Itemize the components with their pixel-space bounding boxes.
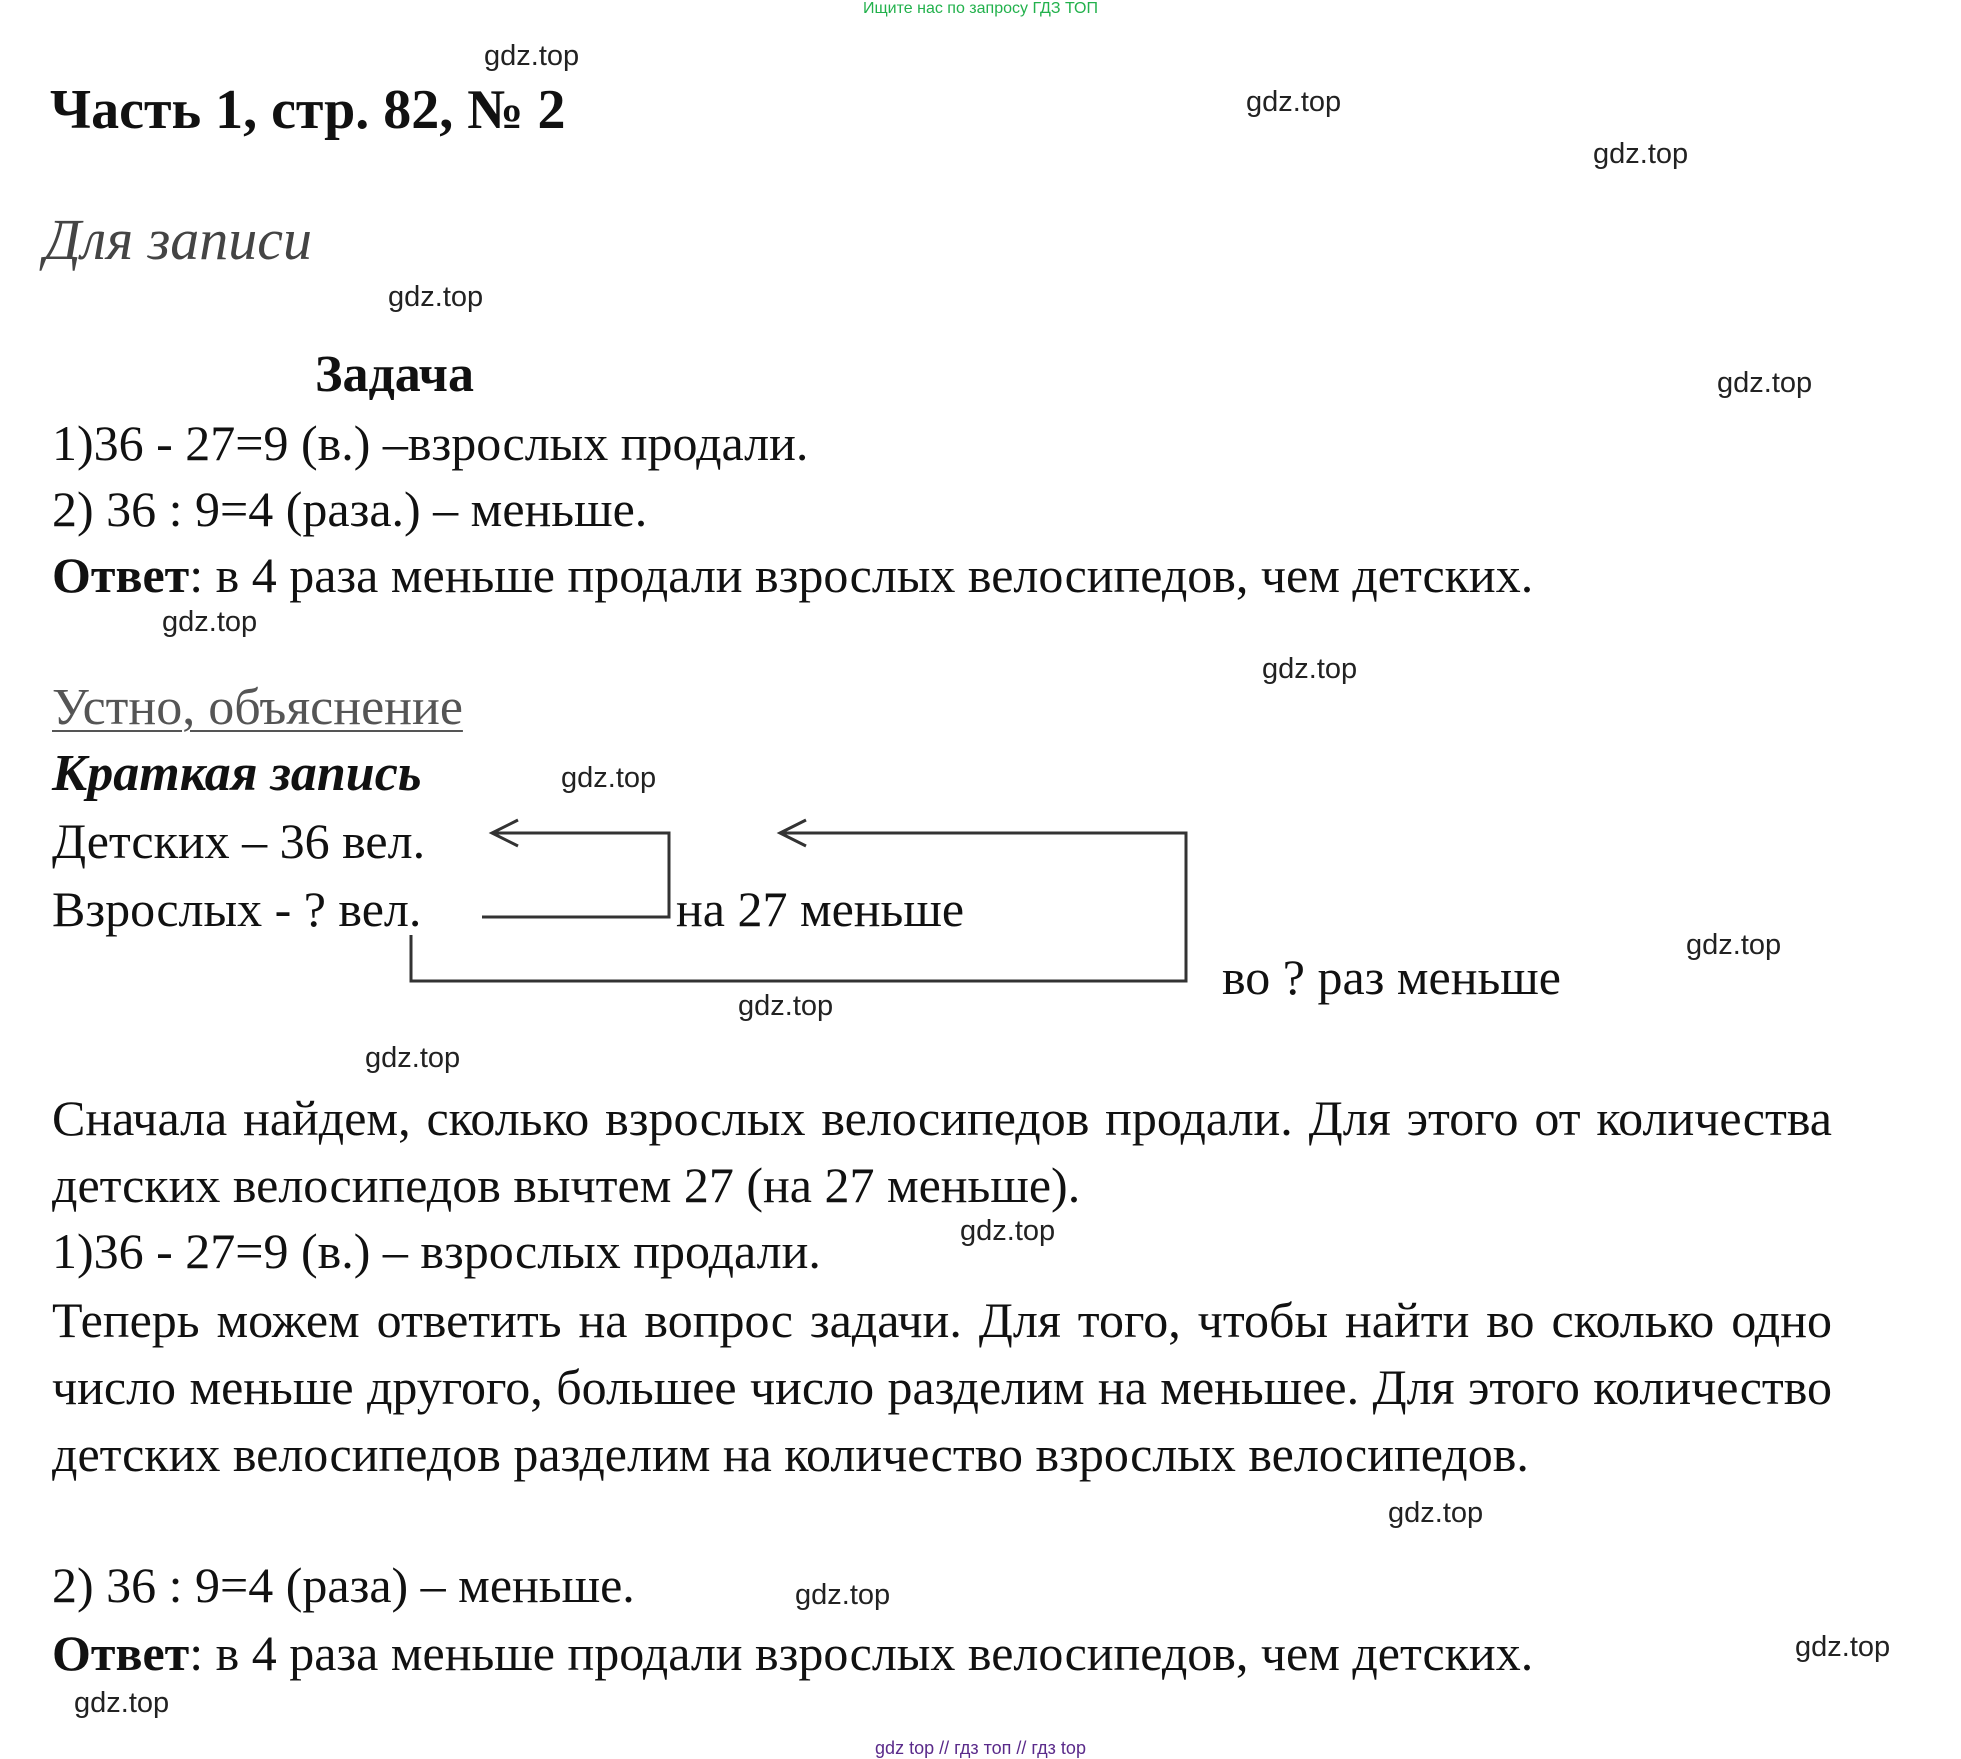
- watermark: gdz.top: [561, 762, 657, 794]
- watermark: gdz.top: [162, 606, 258, 638]
- for-record-heading: Для записи: [44, 207, 313, 272]
- watermark: gdz.top: [74, 1687, 170, 1719]
- task-heading: Задача: [315, 346, 474, 403]
- explanation-answer-label: Ответ: [52, 1625, 190, 1681]
- explanation-answer-text: : в 4 раза меньше продали взрослых велосипедов, чем детских.: [189, 1625, 1534, 1681]
- watermark: gdz.top: [1388, 1497, 1484, 1529]
- label-less-by-27: на 27 меньше: [676, 881, 965, 937]
- watermark: gdz.top: [1262, 653, 1358, 685]
- bracket-times-less: [411, 833, 1186, 981]
- watermark: gdz.top: [1593, 138, 1689, 170]
- watermark: gdz.top: [1717, 367, 1813, 399]
- watermark: gdz.top: [1795, 1631, 1891, 1663]
- watermark: gdz.top: [365, 1042, 461, 1074]
- answer-label: Ответ: [52, 547, 190, 603]
- watermark: gdz.top: [738, 990, 834, 1022]
- watermark: gdz.top: [795, 1579, 891, 1611]
- watermark: gdz.top: [1246, 86, 1342, 118]
- footer-links: gdz top // гдз топ // гдз top: [875, 1738, 1086, 1758]
- short-record-children: Детских – 36 вел.: [52, 813, 426, 869]
- search-hint-banner: Ищите нас по запросу ГДЗ ТОП: [863, 0, 1098, 17]
- watermark: gdz.top: [960, 1215, 1056, 1247]
- watermark: gdz.top: [1686, 929, 1782, 961]
- page-title: Часть 1, стр. 82, № 2: [50, 79, 566, 141]
- explanation-step-2: 2) 36 : 9=4 (раза) – меньше.: [52, 1557, 635, 1613]
- explanation-answer-line: [52, 1624, 1533, 1682]
- explanation-paragraph-1: Сначала найдем, сколько взрослых велосипедов продали. Для этого от количества детских велосипедов вычтем 27 (на 27 меньше).: [52, 1090, 1832, 1213]
- short-record-title: Краткая запись: [52, 745, 422, 802]
- watermark: gdz.top: [484, 40, 580, 72]
- label-times-less: во ? раз меньше: [1222, 949, 1561, 1005]
- solution-step-2: 2) 36 : 9=4 (раза.) – меньше.: [52, 481, 648, 537]
- solution-step-1: 1)36 - 27=9 (в.) –взрослых продали.: [52, 415, 809, 471]
- bracket-less-27: [482, 833, 669, 917]
- explanation-paragraph-2: Теперь можем ответить на вопрос задачи. Для того, чтобы найти во сколько одно число меньше другого, большее число разделим на меньшее. Для этого количество детских велосипедов разделим на количество взрослых велосипедов.: [52, 1292, 1832, 1482]
- oral-explanation-heading: Устно, объяснение: [52, 679, 463, 736]
- short-record-adults: Взрослых - ? вел.: [52, 881, 422, 937]
- watermark: gdz.top: [388, 281, 484, 313]
- answer-text: : в 4 раза меньше продали взрослых велосипедов, чем детских.: [189, 547, 1534, 603]
- explanation-step-1: 1)36 - 27=9 (в.) – взрослых продали.: [52, 1223, 821, 1279]
